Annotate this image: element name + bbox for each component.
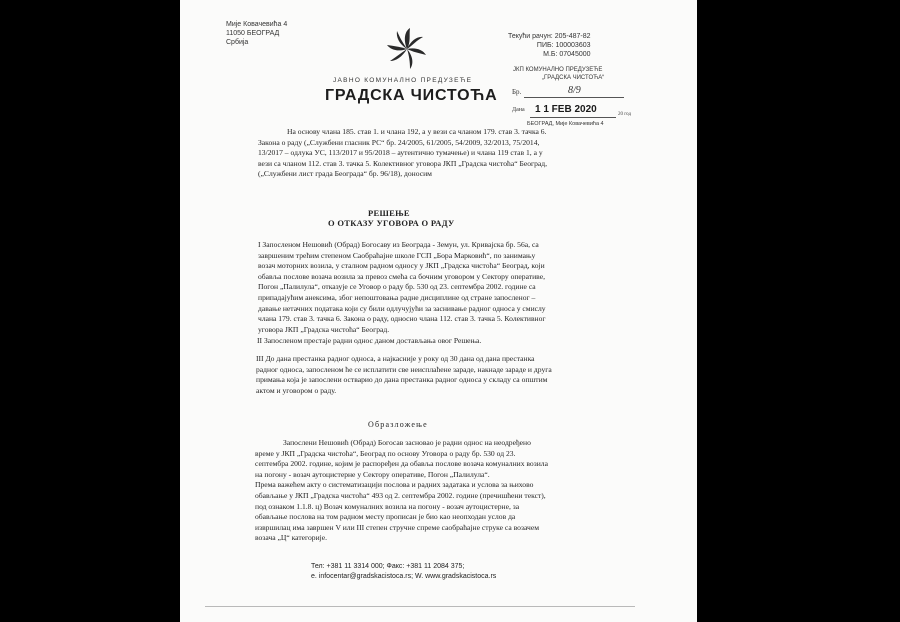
company-address — [226, 20, 287, 47]
footer-line: е. infocentar@gradskacistoca.rs; W. www.gradskacistoca.rs — [311, 572, 497, 580]
contact-footer — [311, 562, 496, 581]
text-line: обављање послова на том радном месту прописан је био као неопходан услов да — [255, 512, 516, 522]
page-bottom-rule — [205, 606, 635, 607]
address-line: Мије Ковачевића 4 — [226, 21, 288, 28]
bank-line: М.Б: 07045000 — [543, 51, 591, 58]
address-line: Србија — [226, 39, 249, 46]
explanation-heading: Образложење — [368, 420, 428, 429]
text-line: обављање у ЈКП „Градска чистоћа“ 493 од 2. септембра 2002. године (пречишћени текст), — [255, 490, 546, 500]
text-line: на погону - возач аутоцистерне у Сектору оперативе, Погон „Палилула“. — [255, 469, 490, 479]
text-line: Према важећем акту о систематизацији послова и радних задатака и услова за њихово — [255, 480, 534, 490]
explanation — [255, 438, 548, 544]
text-line: давање нетачних података који су били одлучујући за заснивање радног односа у смислу — [258, 303, 546, 313]
document-subtitle: О ОТКАЗУ УГОВОРА О РАДУ — [328, 218, 455, 228]
footer-line: Тел: +381 11 3314 000; Факс: +381 11 2084 375; — [311, 563, 465, 570]
section-2 — [257, 336, 481, 347]
text-line: примања која је запослени остварио до дана престанка радног односа у складу са општим — [256, 375, 548, 385]
text-line: II Запосленом престаје радни однос даном достављања овог Решења. — [257, 336, 482, 345]
text-line: актом и уговором о раду. — [256, 385, 337, 395]
text-line: извршилац има завршен V или III степен стручне спреме саобраћајне струке са возачем — [255, 522, 540, 532]
text-line: септембра 2002. године, којим је распоређен да обавља послове возача комуналних возила — [255, 459, 548, 469]
text-line: уговора ЈКП „Градска чистоћа“ Београд. — [258, 324, 390, 334]
text-line: члана 179. став 3. тачка 6. Закона о раду, односно члана 112. став 3. тачка 5. Колективног — [258, 314, 546, 324]
text-line: вези са чланом 112. став 3. тачка 5. Колективног уговора ЈКП „Градска чистоћа“ Београд, — [258, 158, 548, 168]
stamp-rule — [530, 117, 616, 118]
text-line: обавља послове возача возила за превоз смећа са бочним уговором у Сектору оперативе, — [258, 271, 545, 281]
section-1 — [258, 240, 546, 335]
text-line: III До дана престанка радног односа, а најкасније у року од 30 дана од дана престанка — [256, 354, 535, 363]
preamble — [258, 127, 548, 180]
stamp-number-value: 8/9 — [568, 85, 581, 96]
stamp-line: „ГРАДСКА ЧИСТОЋА“ — [542, 75, 605, 81]
bank-line: Текући рачун: 205-487-82 — [508, 33, 591, 40]
bank-details — [508, 32, 591, 59]
stamp-year-suffix: 20 год — [618, 112, 632, 117]
logo-name: ГРАДСКА ЧИСТОЋА — [325, 87, 498, 104]
text-line: Погон „Палилула“, отказује се Уговор о раду бр. 530 од 23. септембра 2002. године са — [258, 282, 536, 292]
text-line: радног односа, запосленом ће се исплатити све неисплаћене зараде, накнаде зараде и друга — [256, 364, 552, 374]
text-line: завршеним трећим степеном Саобраћајне школе ГСП „Бора Марковић“, по занимању — [258, 250, 536, 260]
text-line: Запослени Нешовић (Обрад) Богосав засновао је радни однос на неодређено — [283, 438, 531, 447]
stamp-line: ЈКП КОМУНАЛНО ПРЕДУЗЕЋЕ — [513, 67, 603, 73]
stamp-rule — [524, 97, 624, 98]
text-line: возач моторних возила, у сталном радном односу у ЈКП „Градска чистоћа“ Београд, који — [258, 261, 545, 271]
text-line: („Службени лист града Београда“ бр. 96/18), доносим — [258, 169, 432, 179]
text-line: На основу члана 185. став 1. и члана 192, а у вези са чланом 179. став 3. тачка 6. — [287, 127, 547, 136]
stamp-number-label: Бр. — [512, 88, 522, 96]
text-line: возача „Ц“ категорије. — [255, 533, 328, 543]
section-3 — [256, 354, 552, 396]
text-line: под ознаком 1.1.8. ц) Возач комуналних возила на погону - возач аутоцистерне, за — [255, 501, 520, 511]
text-line: I Запосленом Нешовић (Обрад) Богосаву из Београда - Земун, ул. Кривајска бр. 56а, са — [258, 240, 539, 249]
bank-line: ПИБ: 100003603 — [536, 42, 591, 49]
logo-tagline: ЈАВНО КОМУНАЛНО ПРЕДУЗЕЋЕ — [333, 77, 473, 84]
text-line: Закона о раду („Службени гласник РС“ бр. 24/2005, 61/2005, 54/2009, 32/2013, 75/2014, — [258, 137, 540, 147]
stamp-city: БЕОГРАД, Мије Ковачевића 4 — [527, 121, 604, 127]
text-line: припадајућим анексима, због непоштовања радне дисциплине од стране запосленог – — [258, 292, 536, 302]
text-line: време у ЈКП „Градска чистоћа“, Београд по основу Уговора о раду бр. 530 од 23. — [255, 448, 516, 458]
text-line: 13/2017 – одлука УС, 113/2017 и 95/2018 – аутентично тумачење) и члана 119 став 1, а у — [258, 148, 543, 158]
address-line: 11050 БЕОГРАД — [226, 30, 280, 37]
stamp-date-label: Дана — [512, 107, 525, 113]
company-logo-icon — [383, 25, 431, 73]
stamp-date-value: 1 1 FEB 2020 — [535, 104, 597, 115]
document-title: РЕШЕЊЕ — [368, 208, 410, 218]
